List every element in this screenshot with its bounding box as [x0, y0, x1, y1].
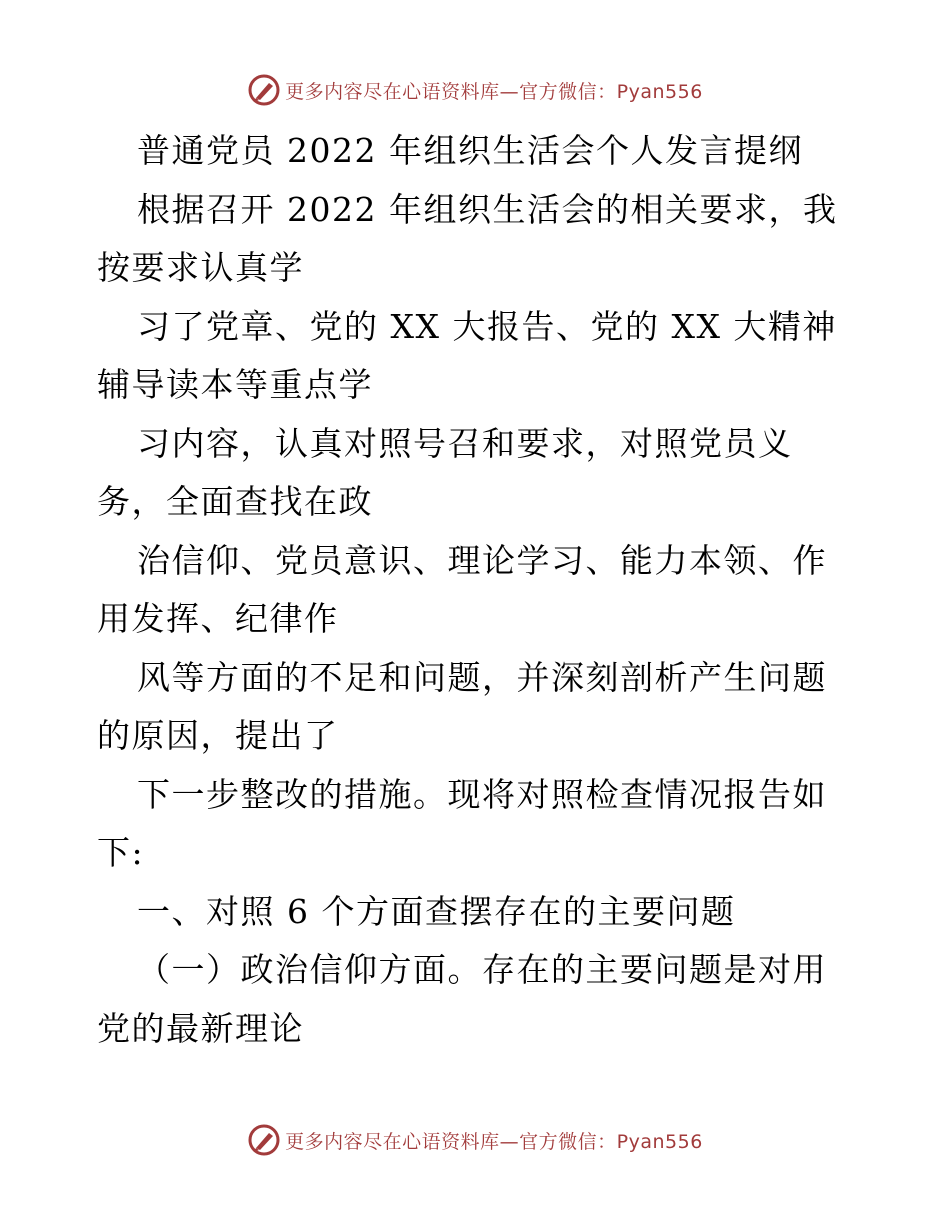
document-title: 普通党员 2022 年组织生活会个人发言提纲 [137, 131, 803, 170]
paragraph: 治信仰、党员意识、理论学习、能力本领、作用发挥、纪律作 [97, 540, 827, 638]
paragraph: 习了党章、党的 XX 大报告、党的 XX 大精神辅导读本等重点学 [97, 306, 837, 404]
paragraph: 习内容，认真对照号召和要求，对照党员义务，全面查找在政 [97, 423, 793, 521]
footer-watermark [0, 1120, 950, 1160]
document-body [97, 122, 853, 1058]
watermark-text: 更多内容尽在心语资料库—官方微信：Pyan556 [285, 80, 703, 103]
paragraph: （一）政治信仰方面。存在的主要问题是对用党的最新理论 [97, 950, 827, 1048]
section-heading: 一、对照 6 个方面查摆存在的主要问题 [137, 891, 736, 931]
watermark-text: 更多内容尽在心语资料库—官方微信：Pyan556 [285, 1130, 703, 1153]
pen-logo-icon [247, 73, 281, 107]
paragraph: 下一步整改的措施。现将对照检查情况报告如下: [97, 774, 827, 872]
header-watermark [0, 70, 950, 110]
paragraph: 根据召开 2022 年组织生活会的相关要求，我按要求认真学 [97, 189, 838, 287]
paragraph: 风等方面的不足和问题，并深刻剖析产生问题的原因，提出了 [97, 657, 827, 755]
pen-logo-icon [247, 1123, 281, 1157]
